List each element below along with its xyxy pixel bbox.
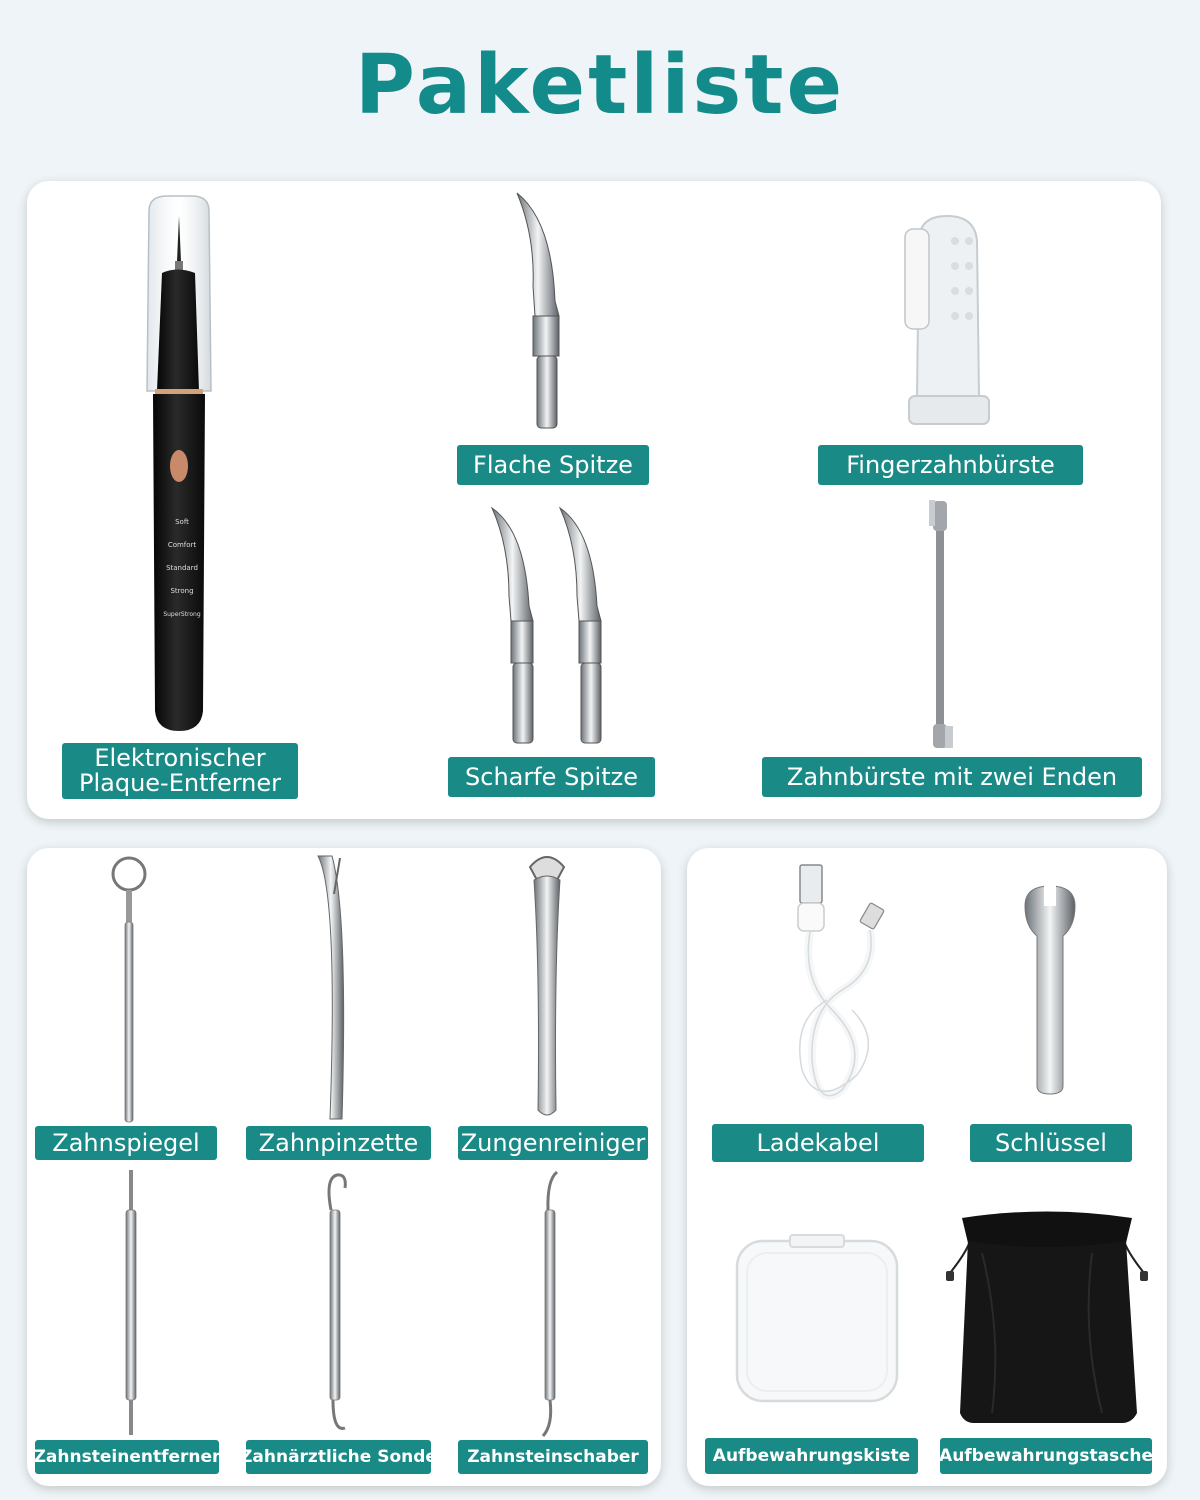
double-brush-label: Zahnbürste mit zwei Enden [762, 757, 1142, 797]
page-title: Paketliste [354, 38, 846, 133]
finger-brush-label: Fingerzahnbürste [818, 445, 1083, 485]
storage-box-label: Aufbewahrungskiste [705, 1438, 918, 1474]
tongue-cleaner-icon [522, 852, 572, 1122]
storage-bag-label: Aufbewahrungstasche [940, 1438, 1152, 1474]
tweezers-image [310, 854, 360, 1124]
tartar-scraper-icon [535, 1170, 565, 1440]
double-brush-image [922, 496, 962, 756]
finger-brush-image [897, 211, 1007, 431]
sharp-tip-image [487, 506, 637, 746]
storage-box-image [732, 1233, 902, 1413]
mode-superstrong: SuperStrong [163, 611, 201, 618]
mode-standard: Standard [166, 564, 198, 572]
flat-tip-image [507, 191, 577, 431]
tartar-scraper-label: Zahnsteinschaber [458, 1440, 648, 1474]
mode-strong: Strong [170, 587, 194, 595]
tartar-scraper-image [535, 1170, 565, 1440]
dental-probe-label: Zahnärztliche Sonde [246, 1440, 431, 1474]
wrench-label: Schlüssel [970, 1124, 1132, 1162]
dental-probe-icon [317, 1170, 357, 1440]
tongue-cleaner-label: Zungenreiniger [458, 1126, 648, 1160]
scaler-label-line1: Elektronischer [94, 743, 266, 772]
mirror-label: Zahnspiegel [35, 1126, 217, 1160]
wrench-icon [1015, 886, 1085, 1096]
wrench-image [1015, 886, 1085, 1096]
scaler-label [62, 743, 298, 799]
cable-icon [772, 860, 902, 1110]
sharp-tip-label: Scharfe Spitze [448, 757, 655, 797]
top-panel [27, 181, 1161, 819]
storage-bag-image [942, 1213, 1152, 1433]
scaler-device-image [137, 191, 237, 736]
mode-comfort: Comfort [167, 541, 197, 549]
mode-soft: Soft [175, 518, 189, 526]
flat-tip-icon [507, 191, 577, 431]
tongue-cleaner-image [522, 852, 572, 1122]
scaler-label-line2: Plaque-Entferner [78, 769, 281, 797]
calculus-remover-label: Zahnsteinentferner [35, 1440, 219, 1474]
dental-probe-image [317, 1170, 357, 1440]
storage-bag-icon [942, 1213, 1152, 1433]
tweezers-label: Zahnpinzette [246, 1126, 431, 1160]
mirror-icon [107, 854, 147, 1124]
tweezers-icon [310, 854, 360, 1124]
storage-box-icon [732, 1233, 902, 1413]
flat-tip-label: Flache Spitze [457, 445, 649, 485]
calculus-remover-image [115, 1170, 145, 1440]
double-brush-icon [922, 496, 962, 756]
accessories-panel [687, 848, 1167, 1486]
sharp-tip-icon [487, 506, 637, 746]
cable-label: Ladekabel [712, 1124, 924, 1162]
scaler-mode-list [157, 511, 207, 626]
finger-brush-icon [897, 211, 1007, 431]
calculus-remover-icon [115, 1170, 145, 1440]
mouth-mirror-image [107, 854, 147, 1124]
scaler-icon [137, 191, 237, 736]
charging-cable-image [772, 860, 902, 1110]
tools-panel [27, 848, 661, 1486]
